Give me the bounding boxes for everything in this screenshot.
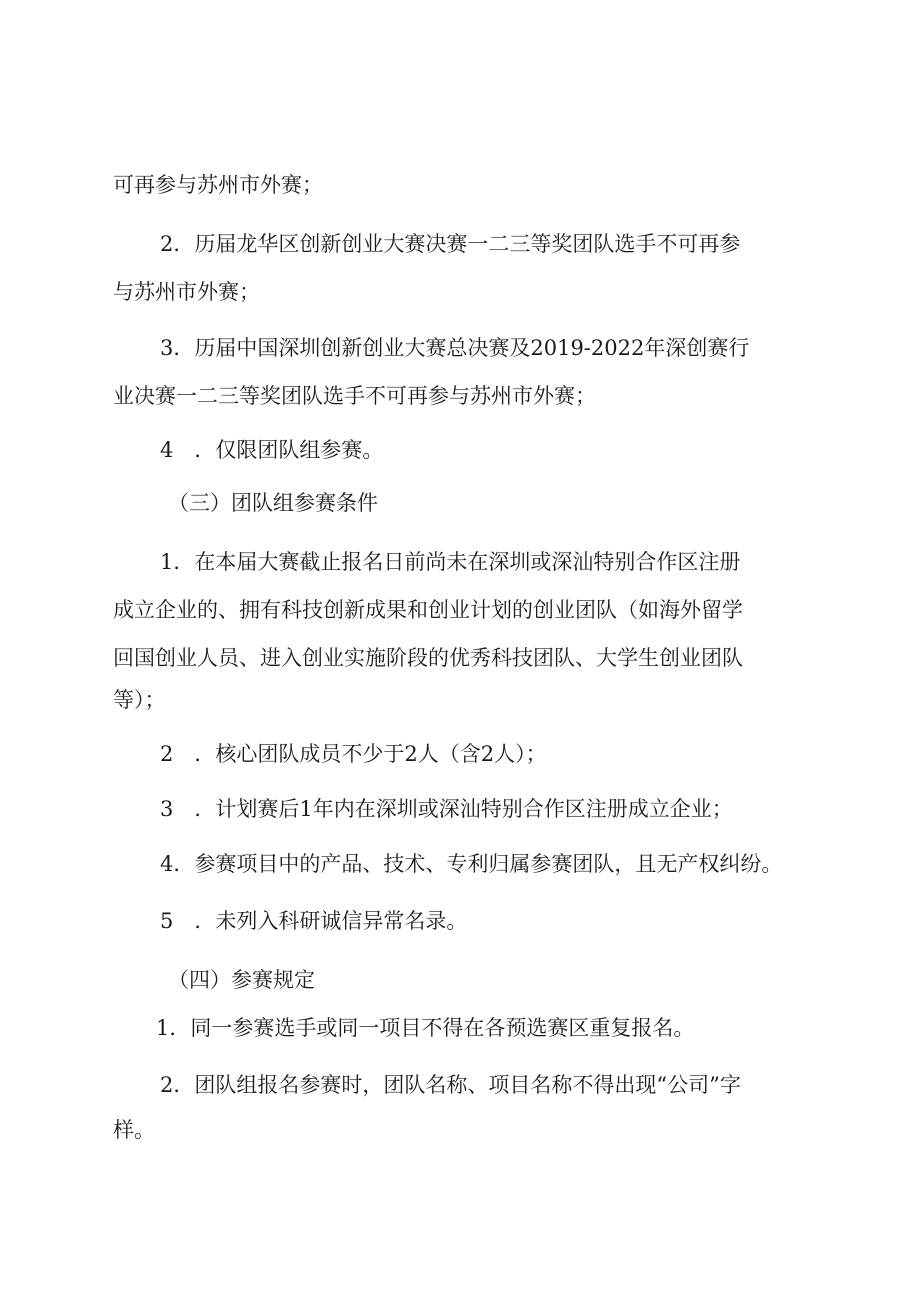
rule-2-line-2: 与苏州市外赛； [113, 280, 260, 304]
para-line-1: 可再参与苏州市外赛； [113, 173, 323, 197]
cond-1-line-4: 等）； [113, 688, 166, 712]
reg-2-line-2: 样。 [113, 1118, 155, 1142]
reg-2-line-1 [160, 1072, 816, 1098]
rule-4-line: 4 ．仅限团队组参赛。 [160, 438, 384, 462]
cond-1-line-3: 回国创业人员、进入创业实施阶段的优秀科技团队、大学生创业团队 [113, 646, 743, 670]
reg-1-line: 1．同一参赛选手或同一项目不得在各预选赛区重复报名。 [156, 1016, 695, 1040]
rule-2-text: 2．历届龙华区创新创业大赛决赛一二三等奖团队选手不可再参 [160, 232, 741, 256]
section-heading-3: （三）团队组参赛条件 [168, 491, 378, 515]
cond-5-line: 5 ．未列入科研诚信异常名录。 [160, 909, 468, 933]
rule-3-line-1: 3．历届中国深圳创新创业大赛总决赛及2019-2022年深创赛行 [160, 336, 750, 360]
cond-3-line: 3 ．计划赛后1年内在深圳或深汕特别合作区注册成立企业； [160, 797, 733, 821]
cond-2-line: 2 ．核心团队成员不少于2人（含2人）； [160, 742, 547, 766]
rule-3-line-2: 业决赛一二三等奖团队选手不可再参与苏州市外赛； [113, 384, 596, 408]
rule-2-line-1 [160, 231, 816, 257]
reg-2-text: 2．团队组报名参赛时，团队名称、项目名称不得出现“公司”字 [160, 1073, 741, 1097]
cond-1-line-2: 成立企业的、拥有科技创新成果和创业计划的创业团队（如海外留学 [113, 598, 743, 622]
cond-4-line: 4．参赛项目中的产品、技术、专利归属参赛团队，且无产权纠纷。 [160, 852, 783, 876]
cond-1-line-1: 1．在本届大赛截止报名日前尚未在深圳或深汕特别合作区注册 [160, 550, 741, 574]
section-heading-4: （四）参赛规定 [168, 968, 315, 992]
